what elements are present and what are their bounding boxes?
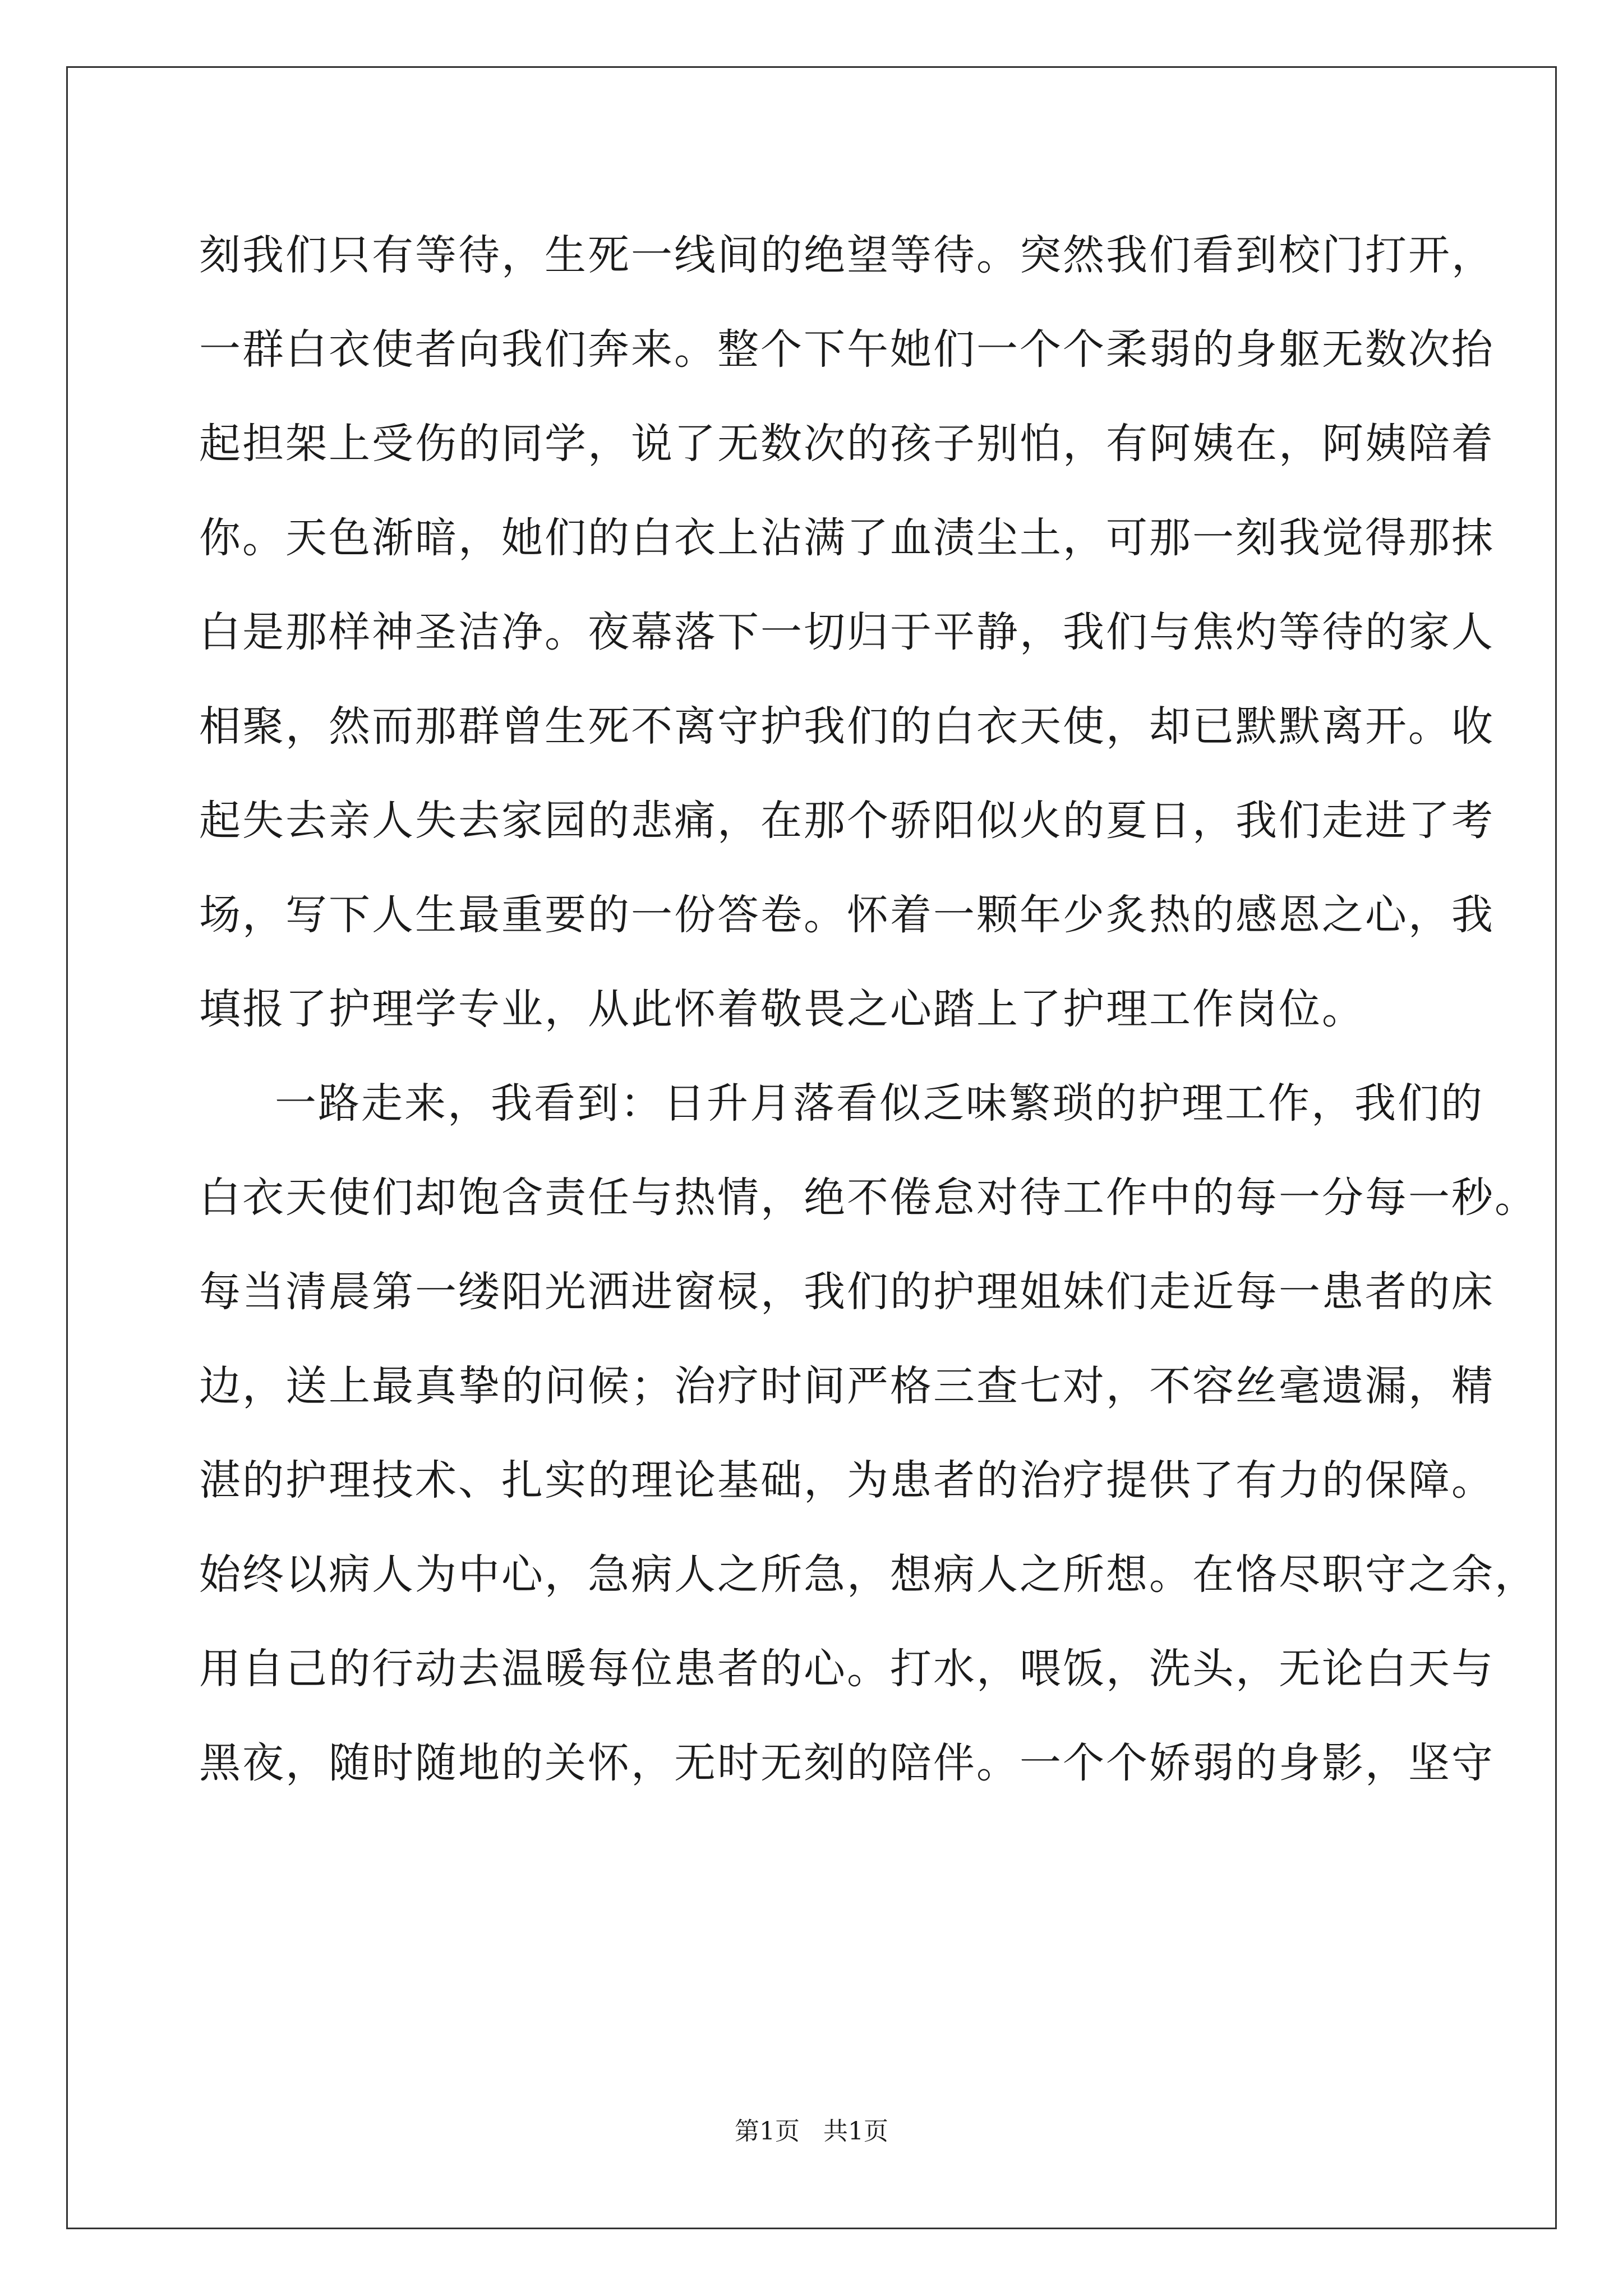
text-line: 湛的护理技术、扎实的理论基础，为患者的治疗提供了有力的保障。 <box>199 1456 1495 1504</box>
text-line: 白是那样神圣洁净。夜幕落下一切归于平静，我们与焦灼等待的家人 <box>199 608 1495 656</box>
text-line: 一群白衣使者向我们奔来。整个下午她们一个个柔弱的身躯无数次抬 <box>199 325 1495 374</box>
page-footer: 第1页 共1页 <box>735 2117 888 2146</box>
paragraph-first-line: 一路走来，我看到：日升月落看似乏味繁琐的护理工作，我们的 <box>275 1079 1484 1128</box>
text-line: 填报了护理学专业，从此怀着敬畏之心踏上了护理工作岗位。 <box>199 985 1365 1033</box>
text-line: 始终以病人为中心，急病人之所急，想病人之所想。在恪尽职守之余， <box>199 1550 1538 1599</box>
text-line: 每当清晨第一缕阳光洒进窗棂，我们的护理姐妹们走近每一患者的床 <box>199 1268 1495 1316</box>
text-line: 白衣天使们却饱含责任与热情，绝不倦怠对待工作中的每一分每一秒。 <box>199 1174 1538 1222</box>
text-line: 相聚，然而那群曾生死不离守护我们的白衣天使，却已默默离开。收 <box>199 702 1495 751</box>
text-line: 你。天色渐暗，她们的白衣上沾满了血渍尘土，可那一刻我觉得那抹 <box>199 514 1495 562</box>
text-line: 用自己的行动去温暖每位患者的心。打水，喂饭，洗头，无论白天与 <box>199 1645 1495 1693</box>
page-border <box>66 66 1557 2229</box>
text-line: 起担架上受伤的同学，说了无数次的孩子别怕，有阿姨在，阿姨陪着 <box>199 420 1495 468</box>
text-line: 黑夜，随时随地的关怀，无时无刻的陪伴。一个个娇弱的身影，坚守 <box>199 1739 1495 1787</box>
text-line: 起失去亲人失去家园的悲痛，在那个骄阳似火的夏日，我们走进了考 <box>199 797 1495 845</box>
text-line: 场，写下人生最重要的一份答卷。怀着一颗年少炙热的感恩之心，我 <box>199 891 1495 939</box>
text-line: 刻我们只有等待，生死一线间的绝望等待。突然我们看到校门打开， <box>199 231 1495 279</box>
text-line: 边，送上最真挚的问候；治疗时间严格三查七对，不容丝毫遗漏，精 <box>199 1362 1495 1410</box>
